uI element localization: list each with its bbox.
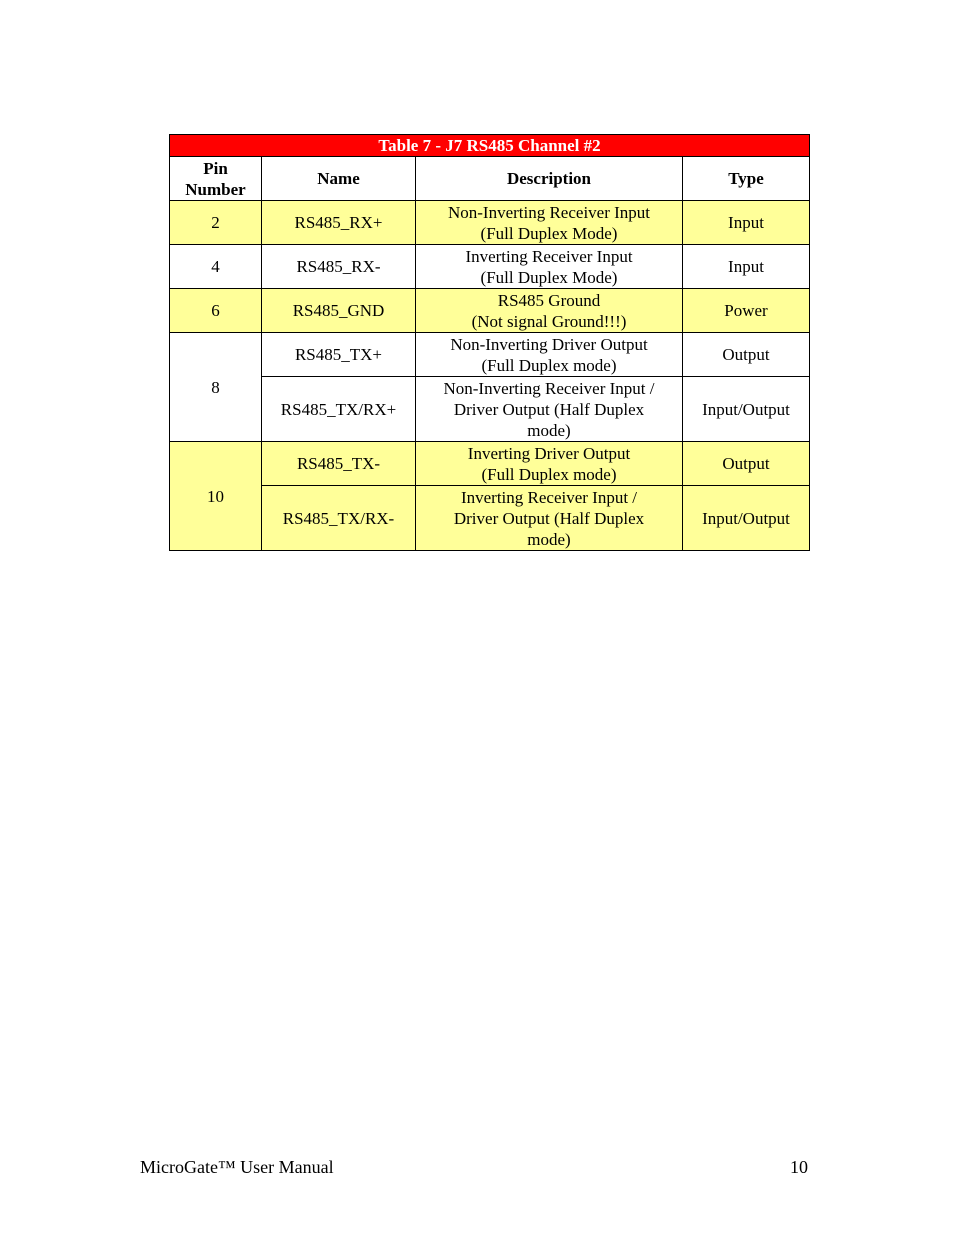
header-pin-line2: Number bbox=[185, 179, 246, 199]
description-line: (Full Duplex Mode) bbox=[480, 267, 618, 287]
type-cell: Input bbox=[683, 201, 810, 245]
pin-cell: 4 bbox=[170, 245, 262, 289]
table-caption: Table 7 - J7 RS485 Channel #2 bbox=[170, 135, 810, 157]
header-type: Type bbox=[683, 157, 810, 201]
pin-cell: 2 bbox=[170, 201, 262, 245]
table-row bbox=[170, 201, 810, 245]
footer-title: MicroGate™ User Manual bbox=[140, 1157, 334, 1177]
description-cell bbox=[416, 442, 683, 486]
description-cell bbox=[416, 377, 683, 442]
description-cell bbox=[416, 486, 683, 551]
description-line: (Full Duplex mode) bbox=[481, 355, 617, 375]
type-cell: Output bbox=[683, 333, 810, 377]
type-cell: Input/Output bbox=[683, 377, 810, 442]
description-cell bbox=[416, 333, 683, 377]
name-cell: RS485_RX- bbox=[262, 245, 416, 289]
description-line: (Full Duplex Mode) bbox=[480, 223, 618, 243]
table-row bbox=[170, 289, 810, 333]
description-line: RS485 Ground bbox=[497, 290, 601, 310]
name-cell: RS485_TX+ bbox=[262, 333, 416, 377]
table-row bbox=[170, 245, 810, 289]
name-cell: RS485_TX- bbox=[262, 442, 416, 486]
pin-cell: 8 bbox=[170, 333, 262, 442]
type-cell: Input bbox=[683, 245, 810, 289]
pin-cell: 6 bbox=[170, 289, 262, 333]
description-line: Non-Inverting Driver Output bbox=[450, 334, 648, 354]
header-pin-number bbox=[170, 157, 262, 201]
table-row bbox=[170, 333, 810, 377]
description-line: Inverting Driver Output bbox=[467, 443, 631, 463]
header-name: Name bbox=[262, 157, 416, 201]
description-line: Inverting Receiver Input / bbox=[460, 487, 638, 507]
description-line: Inverting Receiver Input bbox=[465, 246, 633, 266]
description-line: Non-Inverting Receiver Input / bbox=[443, 378, 655, 398]
name-cell: RS485_RX+ bbox=[262, 201, 416, 245]
description-line: Non-Inverting Receiver Input bbox=[447, 202, 651, 222]
header-pin-line1: Pin bbox=[203, 158, 228, 178]
table-caption-row bbox=[170, 135, 810, 157]
header-description: Description bbox=[416, 157, 683, 201]
name-cell: RS485_TX/RX+ bbox=[262, 377, 416, 442]
type-cell: Output bbox=[683, 442, 810, 486]
type-cell: Power bbox=[683, 289, 810, 333]
pin-cell: 10 bbox=[170, 442, 262, 551]
type-cell: Input/Output bbox=[683, 486, 810, 551]
description-cell bbox=[416, 289, 683, 333]
description-line: Driver Output (Half Duplex bbox=[453, 508, 645, 528]
description-line: mode) bbox=[527, 529, 571, 549]
pin-table bbox=[169, 134, 810, 551]
table-header-row bbox=[170, 157, 810, 201]
description-cell bbox=[416, 245, 683, 289]
name-cell: RS485_GND bbox=[262, 289, 416, 333]
description-line: mode) bbox=[527, 420, 571, 440]
description-line: (Not signal Ground!!!) bbox=[471, 311, 627, 331]
page-number: 10 bbox=[790, 1157, 808, 1177]
description-line: (Full Duplex mode) bbox=[481, 464, 617, 484]
name-cell: RS485_TX/RX- bbox=[262, 486, 416, 551]
table-row bbox=[170, 486, 810, 551]
table-row bbox=[170, 377, 810, 442]
description-cell bbox=[416, 201, 683, 245]
table-row bbox=[170, 442, 810, 486]
description-line: Driver Output (Half Duplex bbox=[453, 399, 645, 419]
